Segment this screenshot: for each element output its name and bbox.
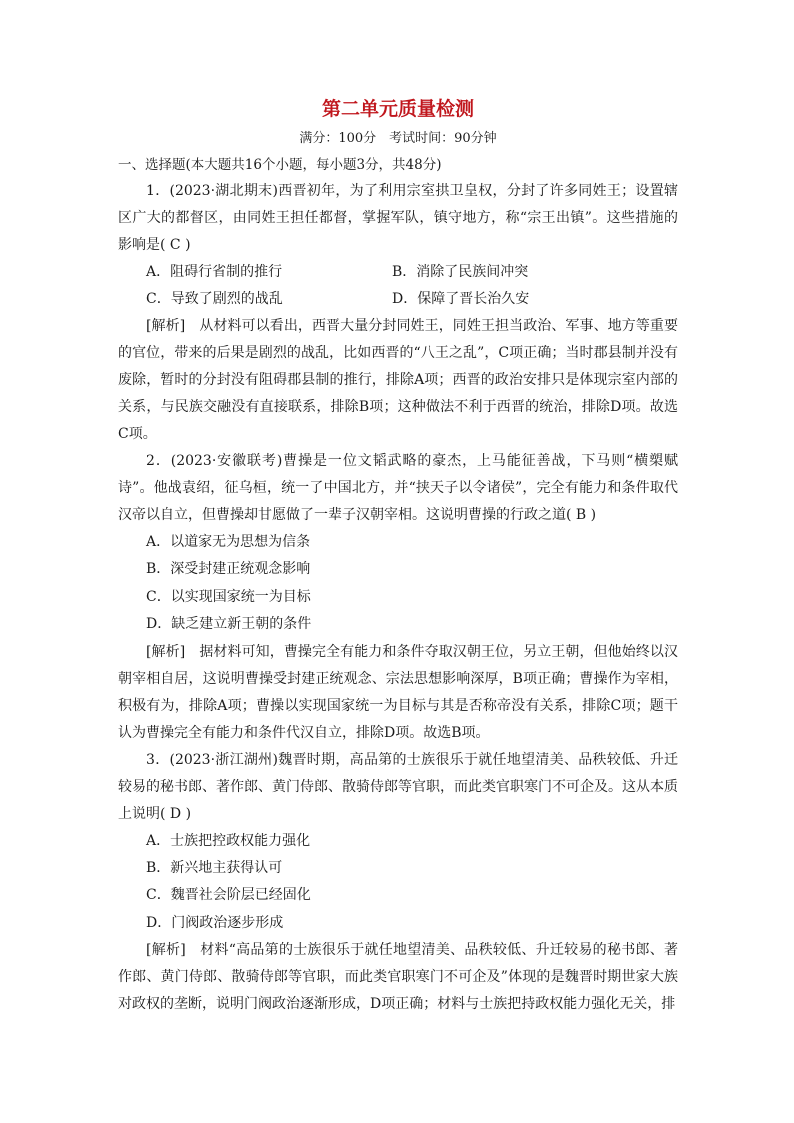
question-2-options (118, 529, 678, 639)
option: A．以道家无为思想为信条 (146, 534, 311, 550)
option: B．深受封建正统观念影响 (146, 561, 311, 578)
question-1-options (118, 259, 678, 313)
page-title: 第二单元质量检测 (321, 98, 474, 120)
option: D．门阀政治逐步形成 (146, 914, 284, 931)
option: C．以实现国家统一为目标 (146, 588, 311, 605)
option: B．新兴地主获得认可 (146, 860, 283, 877)
option: A．士族把控政权能力强化 (146, 832, 311, 849)
option: B．消除了民族间冲突 (392, 264, 529, 280)
question-3-stem: 3．(2023·浙江湖州)魏晋时期，高品第的士族很乐于就任地望清美、品秩较低、升迁较易的秘书郎、著作郎、黄门侍郎、散骑侍郎等官职，而此类官职寒门不可企及。这从本质上说明( D ) (118, 751, 678, 822)
question-1-stem: 1．(2023·湖北期末)西晋初年，为了利用宗室拱卫皇权，分封了许多同姓王；设置辖区广大的都督区，由同姓王担任都督，掌握军队，镇守地方，称“宗王出镇”。这些措施的影响是( C ) (118, 183, 678, 253)
option: C．魏晋社会阶层已经固化 (146, 887, 311, 904)
document-page (118, 96, 678, 1018)
question-3-analysis: [解析] 材料“高品第的士族很乐于就任地望清美、品秩较低、升迁较易的秘书郎、著作郎、黄门侍郎、散骑侍郎等官职，而此类官职寒门不可企及”体现的是魏晋时期世家大族对政权的垄断，说明门阀政治逐渐形成，D项正确；材料与士族把持政权能力强化无关，排 (118, 942, 678, 1013)
option: C．导致了剧烈的战乱 (146, 291, 283, 307)
option: A．阻碍行省制的推行 (146, 264, 283, 280)
question-2-analysis: [解析] 据材料可知，曹操完全有能力和条件夺取汉朝王位，另立王朝，但他始终以汉朝宰相自居，这说明曹操受封建正统观念、宗法思想影响深厚，B项正确；曹操作为宰相，积极有为，排除A项；曹操以实现国家统一为目标与其是否称帝没有关系，排除C项；题干认为曹操完全有能力和条件代汉自立，排除D项。故选B项。 (118, 643, 678, 741)
question-3-options (118, 828, 678, 938)
option: D．保障了晋长治久安 (392, 291, 530, 307)
section-heading: 一、选择题(本大题共16个小题，每小题3分，共48分) (118, 157, 442, 173)
question-2-stem: 2．(2023·安徽联考)曹操是一位文韬武略的豪杰，上马能征善战，下马则“横槊赋诗”。他战袁绍，征乌桓，统一了中国北方，并“挟天子以令诸侯”，完全有能力和条件取代汉帝以自立，但曹操却甘愿做了一辈子汉朝宰相。这说明曹操的行政之道( B ) (118, 453, 678, 523)
exam-info: 满分：100分 考试时间：90分钟 (299, 131, 497, 146)
question-1-analysis: [解析] 从材料可以看出，西晋大量分封同姓王，同姓王担当政治、军事、地方等重要的官位，带来的后果是剧烈的战乱，比如西晋的“八王之乱”，C项正确；当时郡县制并没有废除，暂时的分封没有阻碍郡县制的推行，排除A项；西晋的政治安排只是体现宗室内部的关系，与民族交融没有直接联系，排除B项；这种做法不利于西晋的统治，排除D项。故选C项。 (118, 318, 678, 442)
option: D．缺乏建立新王朝的条件 (146, 616, 312, 633)
